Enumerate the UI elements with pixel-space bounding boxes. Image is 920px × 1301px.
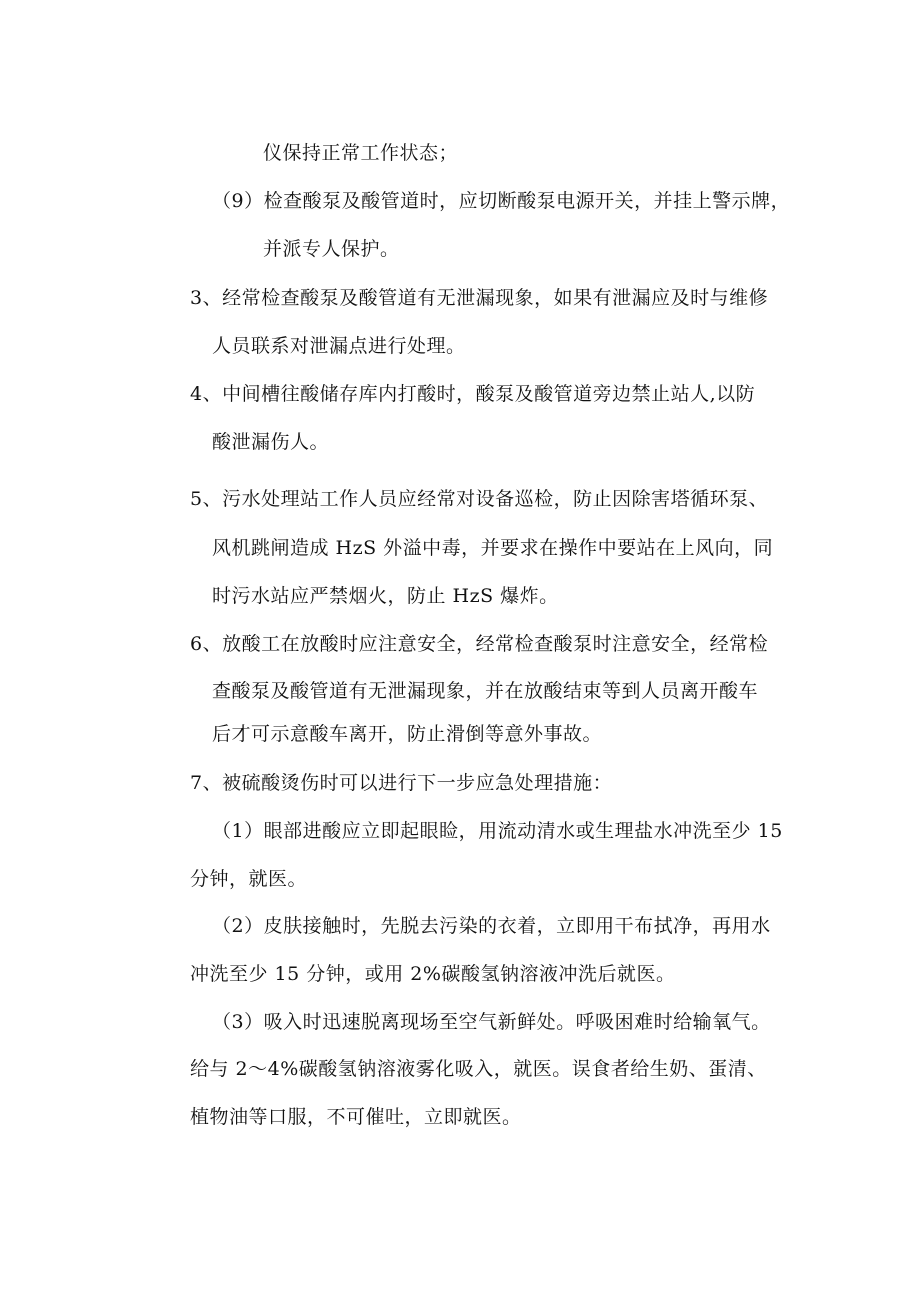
text-line: 查酸泵及酸管道有无泄漏现象，并在放酸结束等到人员离开酸车: [212, 680, 759, 702]
text-line: 分钟，就医。: [190, 868, 308, 890]
text-line: 时污水站应严禁烟火，防止 HzS 爆炸。: [212, 585, 559, 607]
text-line: 给与 2～4%碳酸氢钠溶液雾化吸入，就医。误食者给生奶、蛋清、: [190, 1058, 767, 1080]
text-line: 并派专人保护。: [263, 238, 400, 260]
text-line: 6、放酸工在放酸时应注意安全，经常检查酸泵时注意安全，经常检: [190, 633, 769, 655]
text-line: 3、经常检查酸泵及酸管道有无泄漏现象，如果有泄漏应及时与维修: [190, 287, 769, 309]
text-line: 5、污水处理站工作人员应经常对设备巡检，防止因除害塔循环泵、: [190, 488, 769, 510]
text-line: 植物油等口服，不可催吐，立即就医。: [190, 1106, 522, 1128]
text-line: 冲洗至少 15 分钟，或用 2%碳酸氢钠溶液冲洗后就医。: [190, 963, 676, 985]
text-line: （1）眼部进酸应立即起眼睑，用流动清水或生理盐水冲洗至少 15: [212, 820, 783, 842]
text-line: 酸泄漏伤人。: [212, 431, 330, 453]
text-line: 4、中间槽往酸储存库内打酸时，酸泵及酸管道旁边禁止站人,以防: [190, 383, 756, 405]
text-line: （3）吸入时迅速脱离现场至空气新鲜处。呼吸困难时给输氧气。: [212, 1011, 771, 1033]
text-line: 风机跳闸造成 HzS 外溢中毒，并要求在操作中要站在上风向，同: [212, 537, 774, 559]
text-line: （2）皮肤接触时，先脱去污染的衣着，立即用干布拭净，再用水: [212, 915, 771, 937]
text-line: 仪保持正常工作状态；: [263, 142, 459, 164]
text-line: （9）检查酸泵及酸管道时，应切断酸泵电源开关，并挂上警示牌，: [212, 190, 791, 212]
text-line: 7、被硫酸烫伤时可以进行下一步应急处理措施：: [190, 772, 613, 794]
text-line: 后才可示意酸车离开，防止滑倒等意外事故。: [212, 723, 603, 745]
text-line: 人员联系对泄漏点进行处理。: [212, 335, 466, 357]
